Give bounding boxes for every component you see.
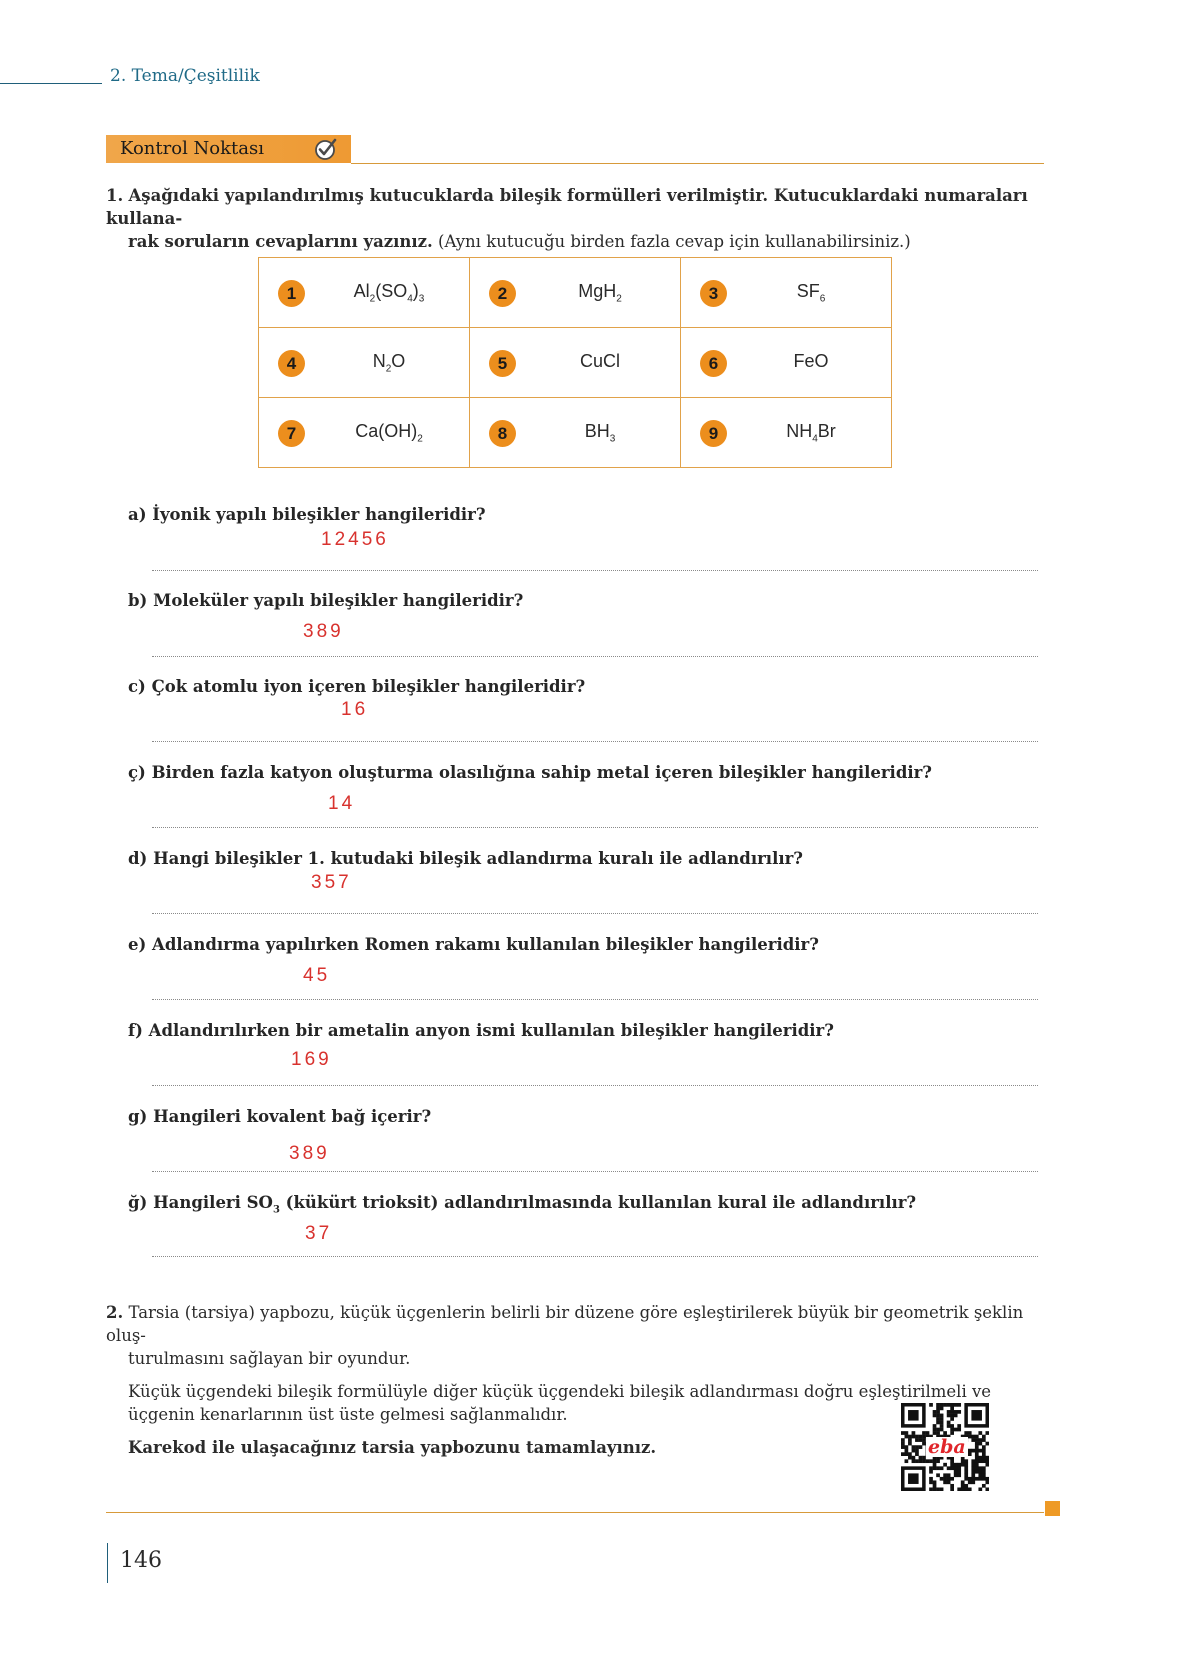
question-text: Aşağıdaki yapılandırılmış kutucuklarda bileşik formülleri verilmiştir. Kutucuklardaki numaraları kullana- — [106, 186, 1028, 228]
compound-grid — [258, 257, 892, 468]
grid-cell — [259, 258, 470, 328]
kontrol-rule — [351, 163, 1044, 164]
number-badge: 6 — [700, 350, 727, 377]
number-badge: 4 — [278, 350, 305, 377]
answer-line — [152, 827, 1038, 828]
formula: $NH_4Br$ — [786, 421, 836, 445]
answer-b[interactable]: 389 — [303, 621, 344, 642]
subquestion-a: a) İyonik yapılı bileşikler hangileridir? — [128, 505, 486, 524]
question-2-text: Tarsia (tarsiya) yapbozu, küçük üçgenlerin belirli bir düzene göre eşleştirilerek büyük bir geometrik şeklin oluş- — [106, 1303, 1024, 1345]
subquestion-c: c) Çok atomlu iyon içeren bileşikler hangileridir? — [128, 677, 586, 696]
answer-line — [152, 570, 1038, 571]
checkmark-circle-icon — [314, 137, 338, 161]
number-badge: 9 — [700, 420, 727, 447]
answer-e[interactable]: 45 — [303, 965, 331, 986]
question-number: 1. — [106, 186, 124, 205]
subquestion-g: g) Hangileri kovalent bağ içerir? — [128, 1107, 432, 1126]
grid-cell — [681, 328, 892, 398]
formula: $N_2O$ — [372, 351, 406, 375]
question-2-text-cont: turulmasını sağlayan bir oyundur. — [128, 1349, 411, 1368]
answer-d[interactable]: 357 — [311, 872, 352, 893]
answer-g-breve[interactable]: 37 — [305, 1223, 333, 1244]
formula: $Ca(OH)_2$ — [355, 421, 423, 445]
answer-line — [152, 1171, 1038, 1172]
eba-logo: eba — [928, 1436, 966, 1458]
question-2-instructions: Küçük üçgendeki bileşik formülüyle diğer küçük üçgendeki bileşik adlandırması doğru eşleştirilmeli ve üçgenin kenarlarının üst üste gelmesi sağlanmalıdır. — [128, 1382, 992, 1424]
formula: $Al_2(SO_4)_3$ — [353, 281, 425, 305]
formula: $SF_6$ — [796, 281, 826, 305]
answer-c[interactable]: 16 — [341, 699, 369, 720]
grid-cell — [470, 398, 681, 468]
grid-cell — [259, 328, 470, 398]
answer-line — [152, 913, 1038, 914]
question-1 — [106, 184, 1046, 253]
answer-f[interactable]: 169 — [291, 1049, 332, 1070]
page-number: 146 — [120, 1548, 162, 1573]
number-badge: 2 — [489, 280, 516, 307]
number-badge: 8 — [489, 420, 516, 447]
number-badge: 7 — [278, 420, 305, 447]
question-2-task: Karekod ile ulaşacağınız tarsia yapbozunu tamamlayınız. — [128, 1438, 657, 1457]
question-number: 2. — [106, 1303, 124, 1322]
grid-cell — [681, 258, 892, 328]
subquestion-d: d) Hangi bileşikler 1. kutudaki bileşik adlandırma kuralı ile adlandırılır? — [128, 849, 803, 868]
answer-line — [152, 656, 1038, 657]
answer-a[interactable]: 12456 — [321, 529, 389, 550]
number-badge: 3 — [700, 280, 727, 307]
number-badge: 5 — [489, 350, 516, 377]
page-number-bar — [107, 1543, 108, 1583]
formula: FeO — [793, 351, 829, 371]
answer-line — [152, 741, 1038, 742]
formula: MgH$_2$ — [578, 281, 622, 305]
grid-cell — [470, 258, 681, 328]
question-text-cont: rak soruların cevaplarını yazınız. — [128, 232, 433, 251]
kontrol-title: Kontrol Noktası — [120, 138, 264, 159]
answer-c-cedilla[interactable]: 14 — [328, 793, 356, 814]
grid-cell — [470, 328, 681, 398]
answer-g[interactable]: 389 — [289, 1143, 330, 1164]
formula: CuCl — [579, 351, 620, 371]
question-note: (Aynı kutucuğu birden fazla cevap için kullanabilirsiniz.) — [432, 232, 911, 251]
footer-marker — [1045, 1501, 1060, 1516]
footer-rule — [106, 1512, 1044, 1513]
subquestion-b: b) Moleküler yapılı bileşikler hangileridir? — [128, 591, 524, 610]
subquestion-e: e) Adlandırma yapılırken Romen rakamı kullanılan bileşikler hangileridir? — [128, 935, 819, 954]
answer-line — [152, 999, 1038, 1000]
grid-cell — [259, 398, 470, 468]
formula: $BH_3$ — [584, 421, 616, 445]
answer-line — [152, 1085, 1038, 1086]
answer-line — [152, 1256, 1038, 1257]
subquestion-f: f) Adlandırılırken bir ametalin anyon ismi kullanılan bileşikler hangileridir? — [128, 1021, 834, 1040]
section-title: 2. Tema/Çeşitlilik — [110, 66, 260, 86]
grid-cell — [681, 398, 892, 468]
subquestion-c-cedilla: ç) Birden fazla katyon oluşturma olasılığına sahip metal içeren bileşikler hangileridir? — [128, 763, 932, 782]
header-rule — [0, 83, 102, 84]
subquestion-g-breve: ğ) Hangileri $SO_3$ (kükürt trioksit) adlandırılmasında kullanılan kural ile adlandırılır? — [128, 1193, 917, 1216]
number-badge: 1 — [278, 280, 305, 307]
